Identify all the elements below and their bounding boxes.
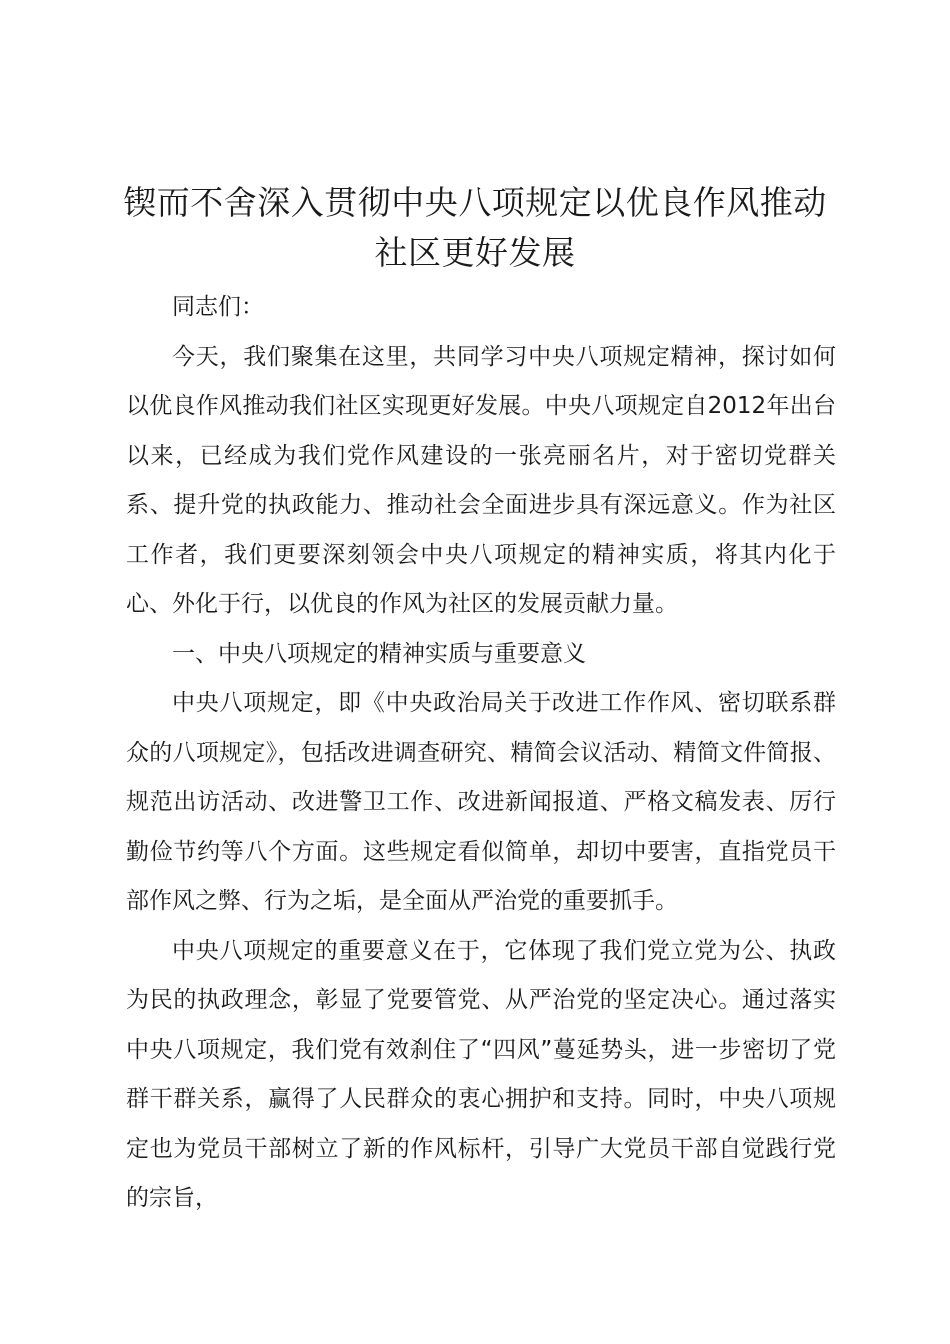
- document-body: [126, 283, 836, 1224]
- section-heading-1: 一、中央八项规定的精神实质与重要意义: [172, 640, 586, 667]
- paragraph-intro: 今天，我们聚集在这里，共同学习中央八项规定精神，探讨如何以优良作风推动我们社区实现更好发展。中央八项规定自2012年出台以来，已经成为我们党作风建设的一张亮丽名片，对于密切党群关系、提升党的执政能力、推动社会全面进步具有深远意义。作为社区工作者，我们更要深刻领会中央八项规定的精神实质，将其内化于心、外化于行，以优良的作风为社区的发展贡献力量。: [126, 343, 836, 617]
- salutation: 同志们：: [172, 294, 264, 320]
- document-title: 锲而不舍深入贯彻中央八项规定以优良作风推动社区更好发展: [123, 183, 827, 272]
- paragraph-definition: 中央八项规定，即《中央政治局关于改进工作作风、密切联系群众的八项规定》，包括改进调查研究、精简会议活动、精简文件简报、规范出访活动、改进警卫工作、改进新闻报道、严格文稿发表、厉行勤俭节约等八个方面。这些规定看似简单，却切中要害，直指党员干部作风之弊、行为之垢，是全面从严治党的重要抓手。: [126, 690, 836, 914]
- paragraph-significance: 中央八项规定的重要意义在于，它体现了我们党立党为公、执政为民的执政理念，彰显了党要管党、从严治党的坚定决心。通过落实中央八项规定，我们党有效刹住了“四风”蔓延势头，进一步密切了党群干群关系，赢得了人民群众的衷心拥护和支持。同时，中央八项规定也为党员干部树立了新的作风标杆，引导广大党员干部自觉践行党的宗旨，: [126, 937, 836, 1211]
